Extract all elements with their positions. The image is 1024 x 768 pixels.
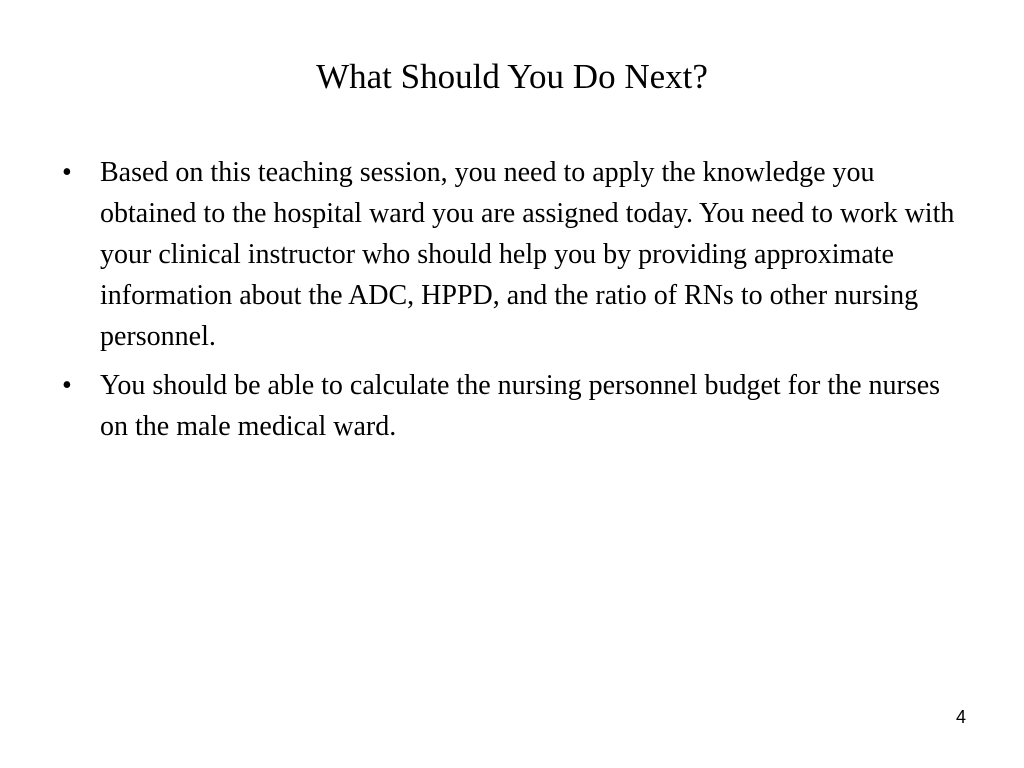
bullet-item <box>62 365 962 447</box>
bullet-marker: • <box>62 157 72 188</box>
page-number: 4 <box>955 707 966 727</box>
slide-title: What Should You Do Next? <box>316 57 708 96</box>
bullet-text: You should be able to calculate the nursing personnel budget for the nurses on the male medical ward. <box>100 370 941 442</box>
bullet-item <box>62 152 962 357</box>
bullet-marker: • <box>62 370 72 401</box>
bullet-list <box>62 152 962 455</box>
bullet-text: Based on this teaching session, you need to apply the knowledge you obtained to the hospital ward you are assigned today. You need to work with your clinical instructor who should help you by providing approximate information about the ADC, HPPD, and the ratio of RNs to other nursing personnel. <box>100 157 955 352</box>
